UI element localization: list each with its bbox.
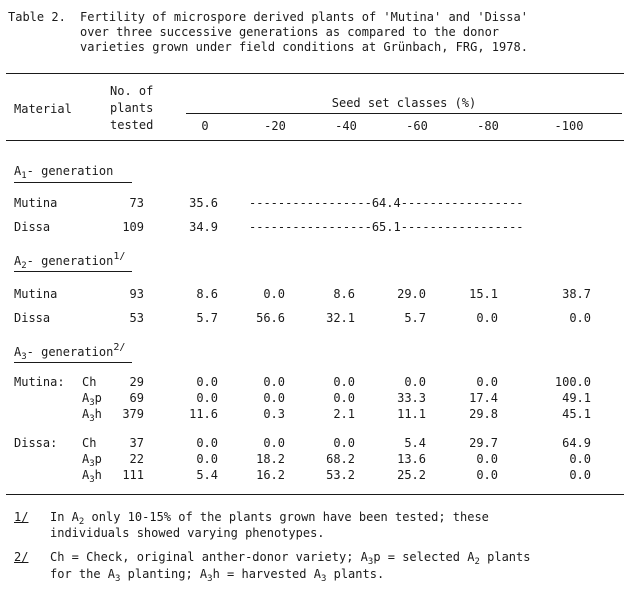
header-material: Material (14, 102, 72, 116)
a3-mutina-row-1-v0: 0.0 (196, 375, 218, 389)
a1-row-1-span: -----------------64.4----------------- (249, 196, 524, 210)
a3-group-dissa-material: Dissa: (14, 436, 58, 450)
a2-row-1-v5: 38.7 (562, 287, 591, 301)
a3-dissa-row-3-v1: 16.2 (256, 468, 285, 482)
caption-line-3: varieties grown under field conditions at Grünbach, FRG, 1978. (80, 40, 528, 54)
a2-row-1-v4: 15.1 (469, 287, 498, 301)
footnote-2-marker: 2/ (14, 550, 29, 564)
a3-dissa-row-1-v2: 0.0 (333, 436, 355, 450)
top-rule (6, 73, 624, 74)
footnote-1-marker: 1/ (14, 510, 29, 524)
footnote-2-line-2: for the $A_3$ planting; $A_3h$ = harvested $A_3$ plants. (50, 567, 385, 584)
a3-mutina-row-3-label: $A_3h$ (82, 407, 102, 424)
a2-row-1-v3: 29.0 (397, 287, 426, 301)
seed-set-rule (186, 113, 622, 114)
a3-dissa-row-2-v2: 68.2 (326, 452, 355, 466)
header-plants-tested-1: No. of (110, 84, 154, 98)
a3-dissa-row-3-label: $A_3h$ (82, 468, 102, 485)
a3-mutina-row-3-v4: 29.8 (469, 407, 498, 421)
a1-row-2-material: Dissa (14, 220, 51, 234)
caption-line-2: over three successive generations as compared to the donor (80, 25, 500, 39)
a3-mutina-row-1-v2: 0.0 (333, 375, 355, 389)
header-seed-set: Seed set classes (%) (331, 96, 477, 110)
table-label: Table 2. (8, 10, 66, 24)
a3-dissa-row-3-n: 111 (122, 468, 144, 482)
a3-mutina-row-3-v0: 11.6 (189, 407, 218, 421)
a3-mutina-row-3-n: 379 (122, 407, 144, 421)
a3-mutina-row-2-n: 69 (129, 391, 144, 405)
header-class-80: -80 (477, 119, 499, 133)
a2-row-2-v2: 32.1 (326, 311, 355, 325)
header-class-20: -20 (264, 119, 286, 133)
a3-mutina-row-1-label: Ch (82, 375, 97, 389)
a3-mutina-row-2-label: $A_3p$ (82, 391, 102, 408)
a3-dissa-row-1-v0: 0.0 (196, 436, 218, 450)
footnote-2-line-1: Ch = Check, original anther-donor variety; $A_3p$ = selected $A_2$ plants (50, 550, 531, 567)
a1-row-2-n: 109 (122, 220, 144, 234)
a3-dissa-row-1-v5: 64.9 (562, 436, 591, 450)
a3-dissa-row-2-v4: 0.0 (476, 452, 498, 466)
a3-mutina-row-2-v1: 0.0 (263, 391, 285, 405)
a3-dissa-row-3-v3: 25.2 (397, 468, 426, 482)
a2-row-2-n: 53 (129, 311, 144, 325)
header-rule (6, 140, 624, 141)
a2-row-1-material: Mutina (14, 287, 58, 301)
a3-dissa-row-3-v4: 0.0 (476, 468, 498, 482)
a1-row-1-n: 73 (129, 196, 144, 210)
a3-mutina-row-3-v5: 45.1 (562, 407, 591, 421)
a3-mutina-row-1-v1: 0.0 (263, 375, 285, 389)
a3-dissa-row-1-label: Ch (82, 436, 97, 450)
a3-mutina-row-3-v2: 2.1 (333, 407, 355, 421)
section-underline-a1 (14, 182, 132, 183)
a3-dissa-row-1-n: 37 (129, 436, 144, 450)
a2-row-2-v0: 5.7 (196, 311, 218, 325)
a2-row-2-material: Dissa (14, 311, 51, 325)
a3-dissa-row-1-v3: 5.4 (404, 436, 426, 450)
a3-mutina-row-3-v3: 11.1 (397, 407, 426, 421)
a1-row-2-v0: 34.9 (189, 220, 218, 234)
a1-row-1-v0: 35.6 (189, 196, 218, 210)
section-title-a3: $A_3-$ generation$^{2/}$ (14, 342, 126, 362)
a2-row-2-v3: 5.7 (404, 311, 426, 325)
a3-group-mutina-material: Mutina: (14, 375, 65, 389)
a2-row-1-v1: 0.0 (263, 287, 285, 301)
section-title-a2: $A_2-$ generation$^{1/}$ (14, 251, 126, 271)
a2-row-2-v4: 0.0 (476, 311, 498, 325)
a2-row-1-v2: 8.6 (333, 287, 355, 301)
a3-dissa-row-2-v0: 0.0 (196, 452, 218, 466)
header-class-0: 0 (201, 119, 209, 133)
a1-row-1-material: Mutina (14, 196, 58, 210)
section-underline-a2 (14, 271, 132, 272)
a3-dissa-row-2-v1: 18.2 (256, 452, 285, 466)
footnote-1-line-2: individuals showed varying phenotypes. (50, 526, 325, 540)
a3-mutina-row-2-v2: 0.0 (333, 391, 355, 405)
header-class-60: -60 (406, 119, 428, 133)
header-class-100: -100 (554, 119, 584, 133)
a3-dissa-row-3-v5: 0.0 (569, 468, 591, 482)
a2-row-1-v0: 8.6 (196, 287, 218, 301)
section-underline-a3 (14, 362, 132, 363)
a3-dissa-row-3-v0: 5.4 (196, 468, 218, 482)
a3-mutina-row-1-n: 29 (129, 375, 144, 389)
a2-row-2-v1: 56.6 (256, 311, 285, 325)
a3-dissa-row-3-v2: 53.2 (326, 468, 355, 482)
a3-dissa-row-2-n: 22 (129, 452, 144, 466)
a3-mutina-row-2-v4: 17.4 (469, 391, 498, 405)
a3-dissa-row-1-v4: 29.7 (469, 436, 498, 450)
a3-mutina-row-2-v3: 33.3 (397, 391, 426, 405)
a3-mutina-row-1-v5: 100.0 (554, 375, 591, 389)
a3-mutina-row-2-v5: 49.1 (562, 391, 591, 405)
footnote-1-line-1: In $A_2$ only 10-15% of the plants grown have been tested; these (50, 510, 489, 527)
a2-row-2-v5: 0.0 (569, 311, 591, 325)
a1-row-2-span: -----------------65.1----------------- (249, 220, 524, 234)
header-plants-tested-3: tested (110, 118, 154, 132)
a3-mutina-row-1-v3: 0.0 (404, 375, 426, 389)
a2-row-1-n: 93 (129, 287, 144, 301)
a3-dissa-row-1-v1: 0.0 (263, 436, 285, 450)
a3-mutina-row-3-v1: 0.3 (263, 407, 285, 421)
caption-line-1: Fertility of microspore derived plants of 'Mutina' and 'Dissa' (80, 10, 528, 24)
a3-dissa-row-2-label: $A_3p$ (82, 452, 102, 469)
bottom-rule (6, 494, 624, 495)
a3-mutina-row-2-v0: 0.0 (196, 391, 218, 405)
a3-dissa-row-2-v3: 13.6 (397, 452, 426, 466)
a3-mutina-row-1-v4: 0.0 (476, 375, 498, 389)
a3-dissa-row-2-v5: 0.0 (569, 452, 591, 466)
header-class-40: -40 (335, 119, 357, 133)
section-title-a1: $A_1-$ generation (14, 164, 114, 181)
header-plants-tested-2: plants (110, 101, 154, 115)
